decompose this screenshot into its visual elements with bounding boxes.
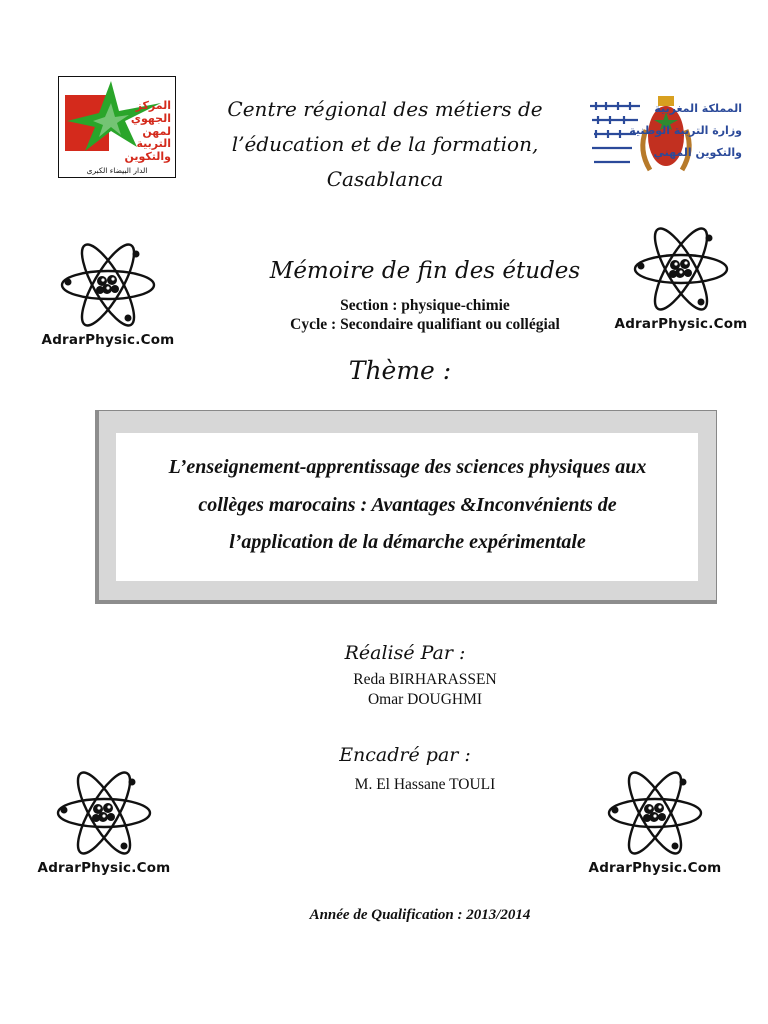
crmef-star-logo-icon	[59, 77, 175, 177]
memoire-title: Mémoire de fin des études	[269, 258, 581, 284]
theme-label: Thème :	[348, 356, 452, 385]
institution-line: Centre régional des métiers de	[227, 97, 543, 121]
logo-text-line: لمهن	[142, 125, 171, 138]
atom-watermark	[33, 240, 183, 348]
institution-line: Casablanca	[326, 167, 444, 191]
subject-line: collèges marocains : Avantages &Inconvénients de	[198, 493, 617, 516]
author-name: Reda BIRHARASSEN	[353, 671, 497, 688]
atom-icon	[605, 768, 705, 858]
cycle-label: Cycle : Secondaire qualifiant ou collégial	[290, 316, 560, 333]
encadre-label: Encadré par :	[339, 744, 471, 766]
realise-label: Réalisé Par :	[344, 642, 466, 664]
logo-text-line: التربية	[136, 137, 171, 150]
atom-watermark	[29, 768, 179, 876]
atom-icon	[54, 768, 154, 858]
morocco-ministry-emblem-icon	[584, 90, 744, 182]
atom-watermark	[580, 768, 730, 876]
subject-line: l’application de la démarche expérimentale	[229, 531, 586, 553]
section-label: Section : physique-chimie	[340, 297, 510, 314]
emblem-text-line: وزارة التربية الوطنية	[629, 124, 742, 137]
watermark-label: AdrarPhysic.Com	[614, 316, 748, 332]
ministry-logo	[584, 90, 744, 182]
watermark-label: AdrarPhysic.Com	[37, 860, 171, 876]
supervisor-name: M. El Hassane TOULI	[354, 776, 496, 793]
theme-subject	[120, 449, 695, 562]
emblem-text-line: المملكة المغربية	[654, 102, 742, 115]
crmef-logo	[58, 76, 176, 178]
institution-line: l’éducation et de la formation,	[231, 132, 539, 156]
memoire-details	[200, 296, 650, 334]
author-name: Omar DOUGHMI	[367, 691, 483, 708]
logo-text-line: والتكوين	[124, 150, 171, 163]
logo-footer-text: الدار البيضاء الكبرى	[86, 166, 148, 175]
institution-name	[190, 92, 580, 197]
atom-icon	[58, 240, 158, 330]
emblem-text-line: والتكوين المهني	[653, 146, 742, 159]
logo-text-line: الجهوي	[130, 112, 171, 125]
annee-qualification: Année de Qualification : 2013/2014	[309, 907, 531, 923]
watermark-label: AdrarPhysic.Com	[588, 860, 722, 876]
watermark-label: AdrarPhysic.Com	[41, 332, 175, 348]
logo-text-line: المركز	[135, 99, 171, 112]
subject-line: L’enseignement-apprentissage des sciences physiques aux	[168, 456, 647, 478]
